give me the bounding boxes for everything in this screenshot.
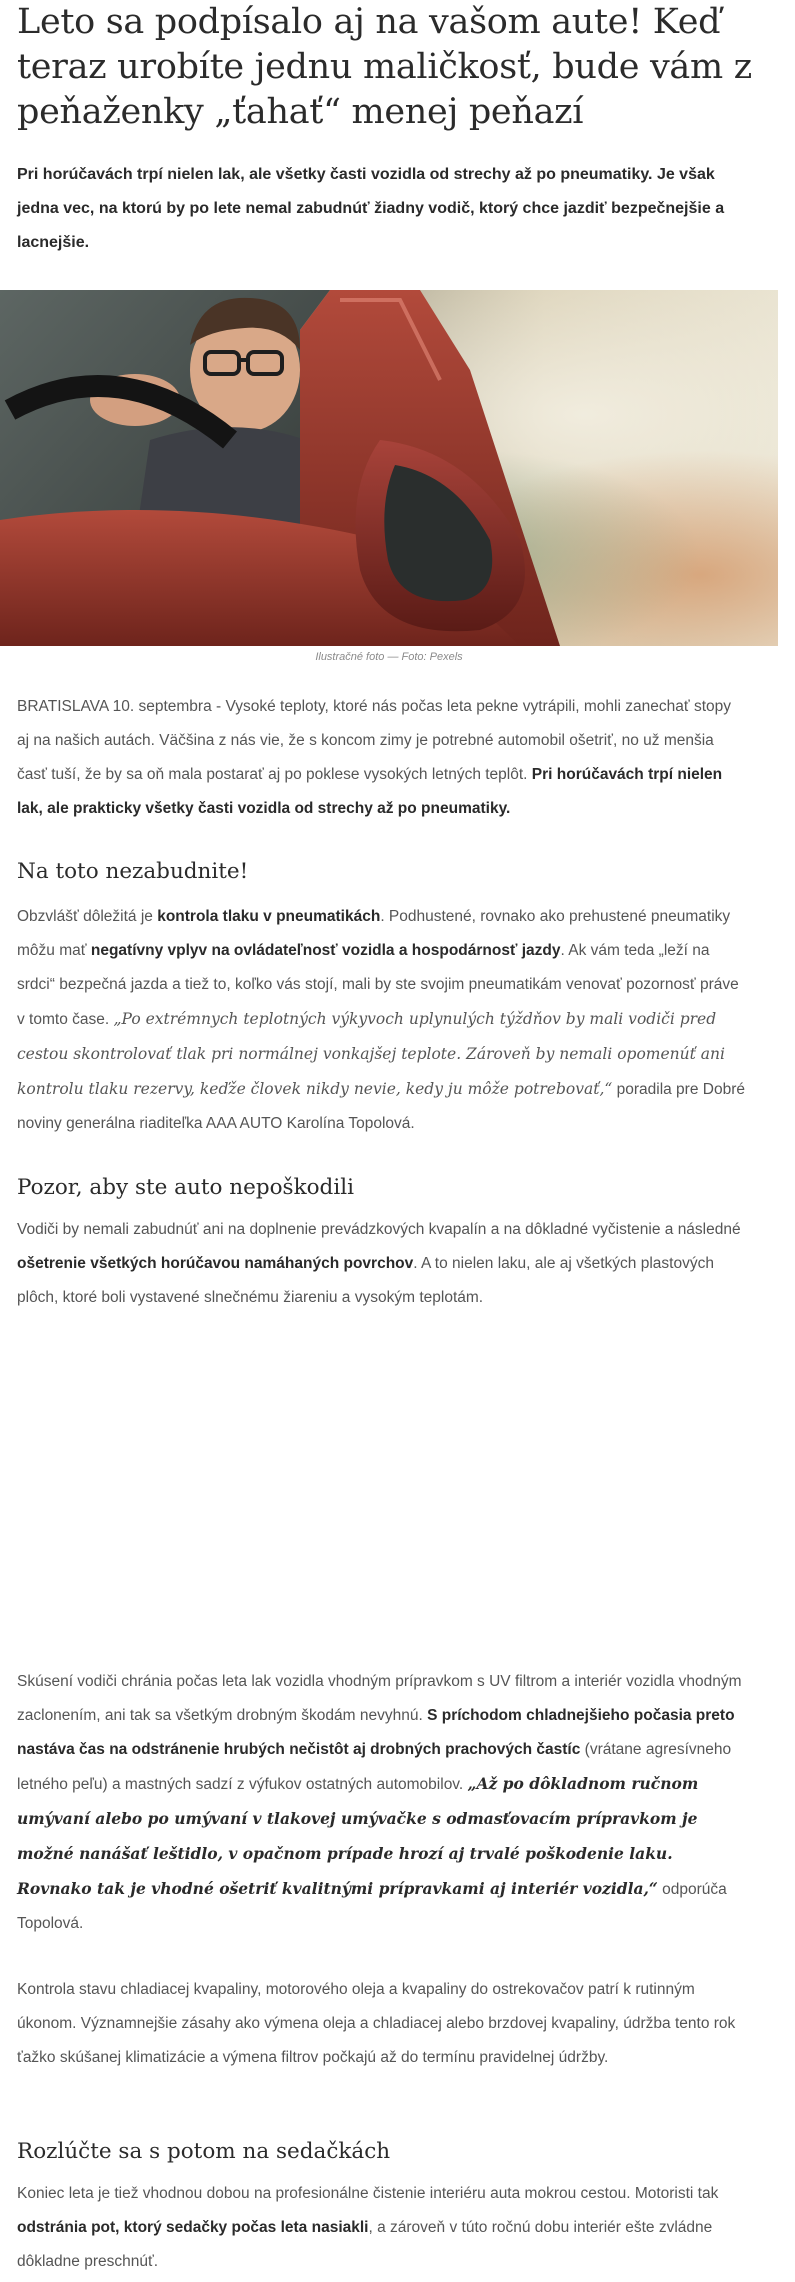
paragraph-text: , a zároveň v túto ročnú dobu interiér ešte zvládne dôkladne preschnúť. bbox=[17, 2219, 713, 2270]
paragraph-text: (vrátane agresívneho letného peľu) a mastných sadzí z výfukov ostatných automobilov. bbox=[17, 1741, 732, 1793]
paragraph-text: Skúsení vodiči chránia počas leta lak vozidla vhodným prípravkom s UV filtrom a interiér vozidla vhodným zaclonením, ani tak sa všetkým drobným škodám nevyhnú. bbox=[17, 1673, 742, 1724]
paragraph-text: Vodiči by nemali zabudnúť ani na doplnenie prevádzkových kvapalín a na dôkladné vyčistenie a následné bbox=[17, 1221, 741, 1238]
subheading-na-toto-nezabudnite: Na toto nezabudnite! bbox=[17, 859, 249, 884]
paragraph-bold: odstránia pot, ktorý sedačky počas leta nasiakli bbox=[17, 2219, 369, 2236]
article-perex: Pri horúčavách trpí nielen lak, ale všetky časti vozidla od strechy až po pneumatiky. Je však jedna vec, na ktorú by po lete nemal zabudnúť žiadny vodič, ktorý chce jazdiť bezpečnejšie a lacnejšie. bbox=[17, 166, 725, 251]
image-caption: Ilustračné foto — Foto: Pexels bbox=[315, 651, 463, 663]
paragraph-text: . Ak vám teda „leží na srdci“ bezpečná jazda a tiež to, koľko vás stojí, mali by ste svojim pneumatikám venovať pozornosť práve v tomto čase. bbox=[17, 942, 739, 1028]
paragraph-bold: Pri horúčavách trpí nielen lak, ale prakticky všetky časti vozidla od strechy až po pneumatiky. bbox=[17, 766, 723, 817]
paragraph-bold: ošetrenie všetkých horúčavou namáhaných povrchov bbox=[17, 1255, 414, 1272]
paragraph-quote: „Až po dôkladnom ručnom umývaní alebo po umývaní v tlakovej umývačke s odmasťovacím prípravkom je možné nanášať leštidlo, v opačnom prípade hrozí aj trvalé poškodenie laku. Rovnako tak je vhodné ošetriť kvalitnými prípravkami aj interiér vozidla,“ bbox=[17, 1774, 699, 1898]
paragraph-text: odporúča Topolová. bbox=[17, 1881, 727, 1932]
paragraph-text: . Podhustené, rovnako ako prehustené pneumatiky môžu mať bbox=[17, 908, 731, 959]
subheading-pozor: Pozor, aby ste auto nepoškodili bbox=[17, 1175, 354, 1200]
paragraph-interior bbox=[17, 2177, 747, 2279]
paragraph-paint bbox=[17, 1665, 747, 1941]
article-title: Leto sa podpísalo aj na vašom aute! Keď teraz urobíte jednu maličkosť, bude vám z peňaženky „ťahať“ menej peňazí bbox=[17, 2, 752, 132]
paragraph-text: Obzvlášť dôležitá je bbox=[17, 908, 158, 925]
driver-in-car-illustration bbox=[0, 290, 778, 646]
paragraph-text: Koniec leta je tiež vhodnou dobou na profesionálne čistenie interiéru auta mokrou cestou. Motoristi tak bbox=[17, 2185, 719, 2202]
paragraph-text: BRATISLAVA 10. septembra - Vysoké teploty, ktoré nás počas leta pekne vytrápili, mohli zanechať stopy aj na našich autách. Väčšina z nás vie, že s koncom zimy je potrebné automobil ošetriť, no už menšia časť tuší, že by sa oň mala postarať aj po poklese vysokých letných teplôt. bbox=[17, 698, 731, 783]
paragraph-bold: negatívny vplyv na ovládateľnosť vozidla a hospodárnosť jazdy bbox=[90, 942, 561, 959]
paragraph-intro bbox=[17, 690, 747, 826]
article-photo bbox=[0, 290, 778, 646]
paragraph-maintenance: Kontrola stavu chladiacej kvapaliny, motorového oleja a kvapaliny do ostrekovačov patrí k rutinným úkonom. Významnejšie zásahy ako výmena oleja a chladiacej alebo brzdovej kvapaliny, údržba tento rok ťažko skúšanej klimatizácie a výmena filtrov počkajú až do termínu pravidelnej údržby. bbox=[17, 1981, 736, 2066]
paragraph-quote: „Po extrémnych teplotných výkyvoch uplynulých týždňov by mali vodiči pred cestou skontrolovať tlak pri normálnej vonkajšej teplote. Zároveň by nemali opomenúť ani kontrolu tlaku rezervy, keďže človek nikdy nevie, kedy ju môže potrebovať,“ bbox=[17, 1010, 725, 1098]
paragraph-fluids bbox=[17, 1213, 747, 1315]
paragraph-bold: kontrola tlaku v pneumatikách bbox=[157, 908, 381, 925]
paragraph-bold: S príchodom chladnejšieho počasia preto nastáva čas na odstránenie hrubých nečistôt aj drobných prachových častíc bbox=[17, 1707, 735, 1758]
paragraph-text: . A to nielen laku, ale aj všetkých plastových plôch, ktoré boli vystavené slnečnému žiareniu a vysokým teplotám. bbox=[17, 1255, 714, 1306]
paragraph-text: poradila pre Dobré noviny generálna riaditeľka AAA AUTO Karolína Topolová. bbox=[17, 1081, 745, 1132]
paragraph-tires bbox=[17, 900, 747, 1141]
subheading-rozlucte-sa: Rozlúčte sa s potom na sedačkách bbox=[17, 2139, 391, 2164]
